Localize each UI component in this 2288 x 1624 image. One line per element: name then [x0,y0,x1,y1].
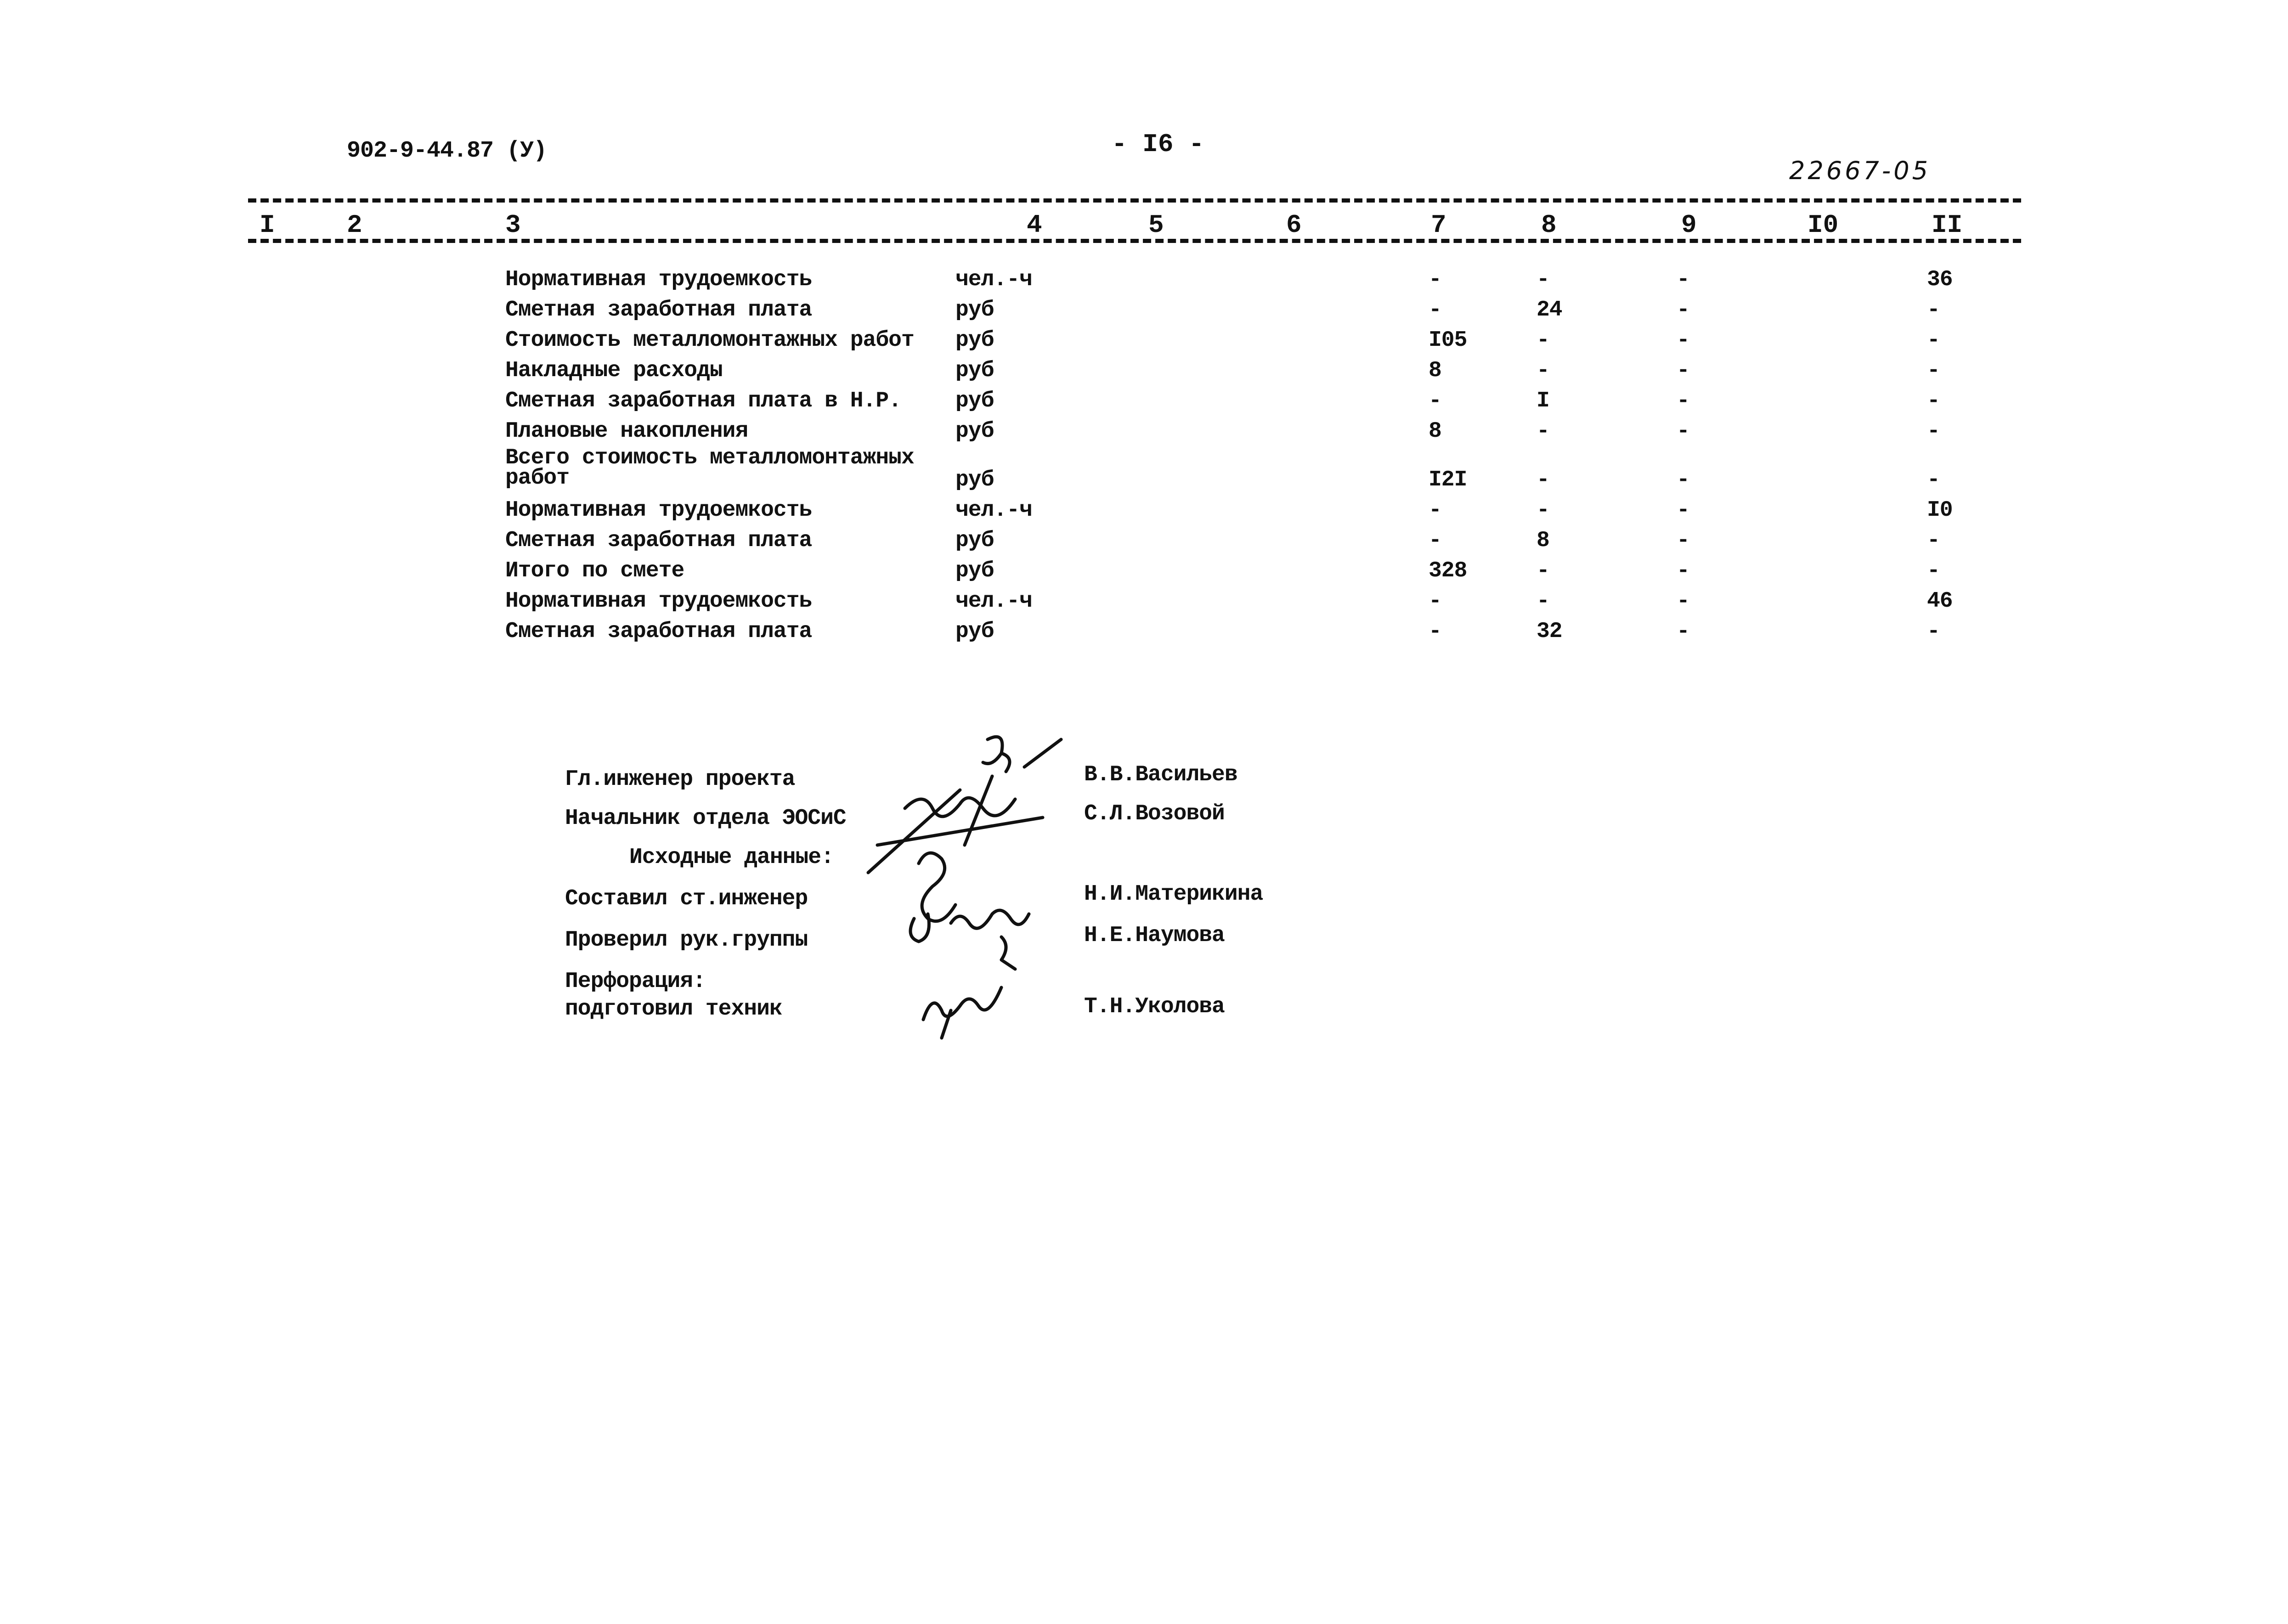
row-unit: руб [955,528,994,553]
value-col8: - [1537,558,1549,583]
name-chief-engineer: В.В.Васильев [1084,762,1237,787]
row-name-continued: работ [505,466,570,491]
row-name: Итого по смете [505,558,684,583]
row-name: Нормативная трудоемкость [505,498,812,523]
row-name: Нормативная трудоемкость [505,589,812,614]
column-number: 7 [1431,210,1446,240]
value-col8: - [1537,267,1549,292]
value-col9: - [1677,389,1689,413]
value-col7: - [1429,389,1441,413]
table-row [0,589,2288,616]
signature-perforation [923,987,1001,1038]
row-name: Плановые накопления [505,419,748,444]
row-unit: чел.-ч [955,498,1032,523]
column-number: 9 [1681,210,1697,240]
signature-checked [951,910,1029,969]
table-row [0,558,2288,586]
row-unit: руб [955,468,994,492]
role-checked: Проверил рук.группы [565,928,808,953]
document-code: 902-9-44.87 (У) [347,138,547,164]
column-number: II [1932,210,1963,240]
value-col7: 328 [1429,558,1467,583]
value-col7: I2I [1429,468,1467,492]
value-col7: - [1429,619,1441,644]
row-name: Сметная заработная плата [505,298,812,322]
value-col9: - [1677,298,1689,322]
column-number: 2 [347,210,362,240]
label-source-data: Исходные данные: [629,845,834,870]
row-unit: руб [955,328,994,353]
column-number: 5 [1148,210,1164,240]
name-checked: Н.Е.Наумова [1084,923,1225,948]
value-col9: - [1677,558,1689,583]
value-col8: - [1537,468,1549,492]
value-col8: - [1537,589,1549,614]
signature-compiled [910,853,955,942]
row-unit: руб [955,298,994,322]
value-col8: - [1537,498,1549,523]
value-col7: I05 [1429,328,1467,353]
value-col8: - [1537,328,1549,353]
table-row [0,619,2288,647]
value-col11: - [1927,298,1940,322]
row-name: Накладные расходы [505,358,723,383]
value-col9: - [1677,267,1689,292]
handwritten-signatures [850,726,1079,1047]
table-row [0,445,2288,495]
value-col8: 24 [1537,298,1562,322]
value-col11: - [1927,528,1940,553]
name-perforation: Т.Н.Уколова [1084,994,1225,1019]
row-unit: чел.-ч [955,589,1032,614]
value-col11: 46 [1927,589,1953,614]
table-row [0,267,2288,295]
table-row [0,358,2288,386]
value-col8: 8 [1537,528,1549,553]
table-row [0,498,2288,525]
value-col11: - [1927,389,1940,413]
column-number: I0 [1808,210,1839,240]
value-col9: - [1677,328,1689,353]
column-number: 8 [1541,210,1557,240]
value-col8: I [1537,389,1549,413]
role-perforation-technician: подготовил техник [565,997,782,1021]
row-unit: руб [955,389,994,413]
role-compiled: Составил ст.инженер [565,886,808,911]
value-col9: - [1677,528,1689,553]
value-col9: - [1677,589,1689,614]
row-name: Сметная заработная плата [505,619,812,644]
name-compiled: Н.И.Материкина [1084,882,1263,907]
value-col7: - [1429,589,1441,614]
row-name: Сметная заработная плата в Н.Р. [505,389,901,413]
value-col7: - [1429,528,1441,553]
value-col11: - [1927,328,1940,353]
column-number: 6 [1286,210,1302,240]
column-number: I [260,210,275,240]
column-number: 3 [505,210,521,240]
value-col9: - [1677,468,1689,492]
page-number: - I6 - [1112,130,1204,159]
table-row [0,528,2288,556]
row-name: Стоимость металломонтажных работ [505,328,914,353]
column-number: 4 [1027,210,1042,240]
value-col11: - [1927,558,1940,583]
row-unit: чел.-ч [955,267,1032,292]
table-row [0,389,2288,416]
table-row [0,298,2288,325]
role-dept-head: Начальник отдела ЭОСиС [565,806,846,831]
row-unit: руб [955,358,994,383]
value-col7: 8 [1429,358,1441,383]
row-name: Сметная заработная плата [505,528,812,553]
value-col11: - [1927,419,1940,444]
table-row [0,328,2288,355]
row-unit: руб [955,619,994,644]
value-col9: - [1677,358,1689,383]
value-col9: - [1677,619,1689,644]
value-col7: 8 [1429,419,1441,444]
value-col9: - [1677,419,1689,444]
top-divider [248,198,2021,203]
signature-dept-head [868,790,1043,873]
name-dept-head: С.Л.Возовой [1084,801,1225,826]
table-row [0,419,2288,446]
row-unit: руб [955,558,994,583]
row-name: Нормативная трудоемкость [505,267,812,292]
value-col9: - [1677,498,1689,523]
row-unit: руб [955,419,994,444]
value-col7: - [1429,267,1441,292]
role-chief-engineer: Гл.инженер проекта [565,767,795,792]
role-perforation: Перфорация: [565,969,706,994]
value-col11: - [1927,619,1940,644]
value-col11: - [1927,468,1940,492]
value-col11: 36 [1927,267,1953,292]
value-col11: - [1927,358,1940,383]
value-col8: 32 [1537,619,1562,644]
value-col7: - [1429,298,1441,322]
value-col8: - [1537,358,1549,383]
row-name: Всего стоимость металломонтажных [505,445,914,470]
value-col8: - [1537,419,1549,444]
value-col11: I0 [1927,498,1953,523]
archive-number: 22667-05 [1789,156,1931,185]
value-col7: - [1429,498,1441,523]
